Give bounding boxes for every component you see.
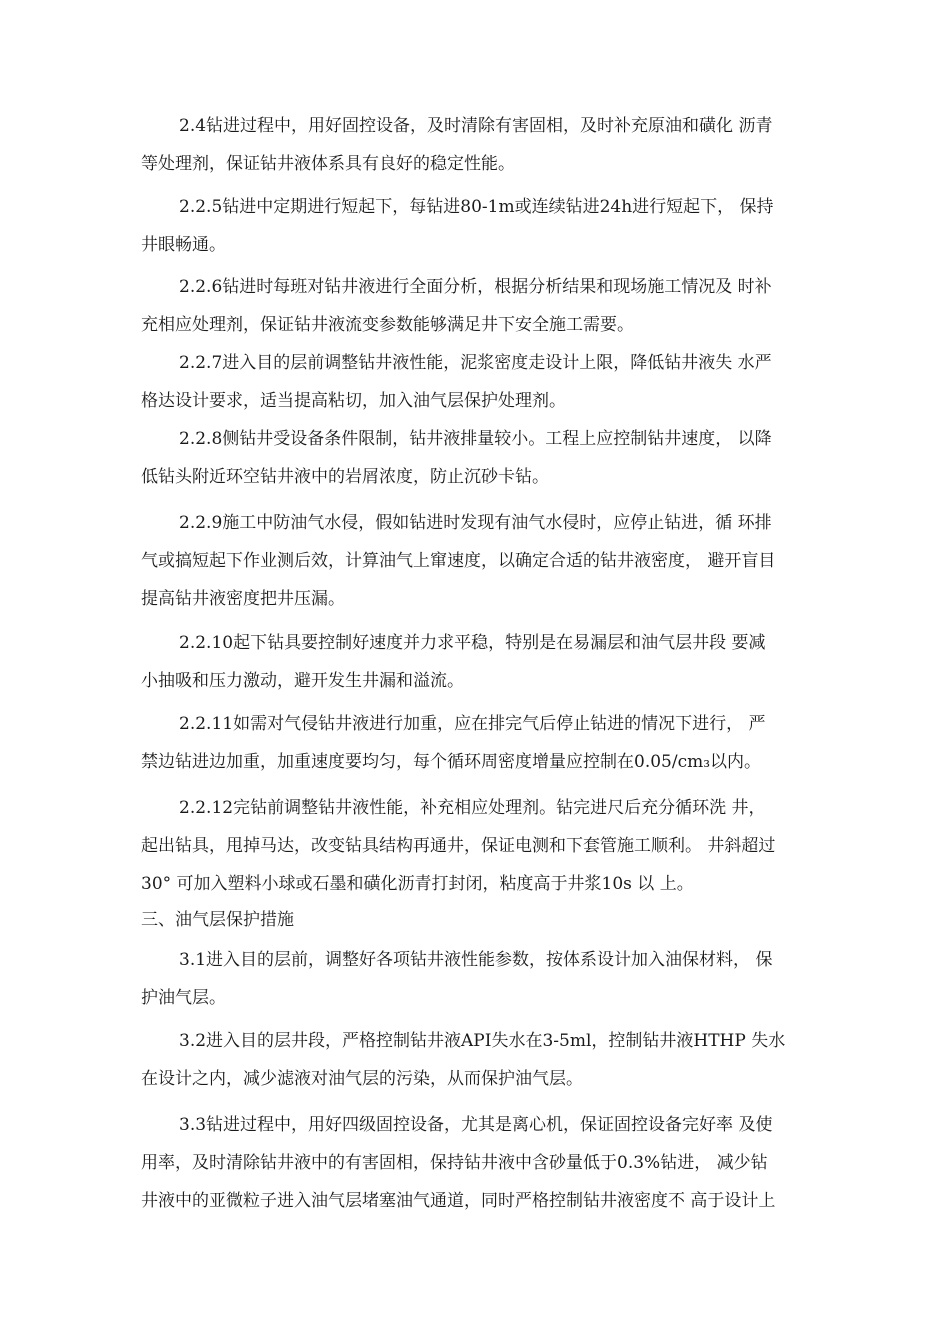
paragraph-line: 3.1进入目的层前，调整好各项钻井液性能参数，按体系设计加入油保材料， 保 (179, 950, 773, 970)
paragraph-line: 井眼畅通。 (141, 235, 226, 255)
paragraph-line: 3.3钻进过程中，用好四级固控设备，尤其是离心机，保证固控设备完好率 及使 (179, 1115, 773, 1135)
paragraph-line: 井液中的亚微粒子进入油气层堵塞油气通道，同时严格控制钻井液密度不 高于设计上 (141, 1191, 776, 1211)
paragraph-2-2-9 (141, 504, 821, 618)
paragraph-2-2-5 (141, 188, 821, 264)
paragraph-line: 2.2.8侧钻井受设备条件限制，钻井液排量较小。工程上应控制钻井速度， 以降 (179, 429, 772, 449)
paragraph-line: 低钻头附近环空钻井液中的岩屑浓度，防止沉砂卡钻。 (141, 467, 549, 487)
paragraph-line: 格达设计要求，适当提高粘切，加入油气层保护处理剂。 (141, 391, 566, 411)
paragraph-3-3 (141, 1106, 821, 1220)
paragraph-line: 2.2.9施工中防油气水侵，假如钻进时发现有油气水侵时，应停止钻进，循 环排 (179, 513, 772, 533)
paragraph-line: 等处理剂，保证钻井液体系具有良好的稳定性能。 (141, 154, 515, 174)
paragraph-2-2-6 (141, 268, 821, 344)
paragraph-2-2-7 (141, 344, 821, 420)
paragraph-line: 2.2.11如需对气侵钻井液进行加重，应在排完气后停止钻进的情况下进行， 严 (179, 714, 766, 734)
paragraph-2-2-10 (141, 624, 821, 700)
paragraph-line: 充相应处理剂，保证钻井液流变参数能够满足井下安全施工需要。 (141, 315, 634, 335)
paragraph-3-1 (141, 941, 821, 1017)
paragraph-line: 小抽吸和压力激动，避开发生井漏和溢流。 (141, 671, 464, 691)
paragraph-2-2-8 (141, 420, 821, 496)
section-3-heading (141, 901, 821, 939)
paragraph-line: 禁边钻进边加重，加重速度要均匀，每个循环周密度增量应控制在0.05/cm₃以内。 (141, 752, 762, 772)
paragraph-line: 2.2.10起下钻具要控制好速度并力求平稳，特别是在易漏层和油气层井段 要减 (179, 633, 766, 653)
paragraph-2-2-11 (141, 705, 821, 781)
paragraph-line: 2.2.12完钻前调整钻井液性能，补充相应处理剂。钻完进尺后充分循环洗 井， (179, 798, 766, 818)
paragraph-line: 提高钻井液密度把井压漏。 (141, 589, 345, 609)
paragraph-2-4 (141, 107, 821, 183)
paragraph-line: 2.2.7进入目的层前调整钻井液性能，泥浆密度走设计上限，降低钻井液失 水严 (179, 353, 772, 373)
paragraph-line: 3.2进入目的层井段，严格控制钻井液API失水在3-5ml，控制钻井液HTHP 失水 (179, 1031, 786, 1051)
paragraph-line: 在设计之内，减少滤液对油气层的污染，从而保护油气层。 (141, 1069, 583, 1089)
paragraph-line: 2.2.5钻进中定期进行短起下，每钻进80-1m或连续钻进24h进行短起下， 保持 (179, 197, 774, 217)
paragraph-line: 起出钻具，甩掉马达，改变钻具结构再通井，保证电测和下套管施工顺利。 井斜超过 (141, 836, 776, 856)
paragraph-line: 用率，及时清除钻井液中的有害固相，保持钻井液中含砂量低于0.3%钻进， 减少钻 (141, 1153, 768, 1173)
paragraph-line: 2.4钻进过程中，用好固控设备，及时清除有害固相，及时补充原油和磺化 沥青 (179, 116, 773, 136)
paragraph-line: 30° 可加入塑料小球或石墨和磺化沥青打封闭，粘度高于井浆10s 以 上。 (141, 874, 694, 894)
paragraph-line: 气或搞短起下作业测后效，计算油气上窜速度，以确定合适的钻井液密度， 避开盲目 (141, 551, 776, 571)
paragraph-2-2-12 (141, 789, 821, 903)
paragraph-line: 护油气层。 (141, 988, 226, 1008)
section-heading: 三、油气层保护措施 (141, 910, 294, 930)
paragraph-3-2 (141, 1022, 821, 1098)
paragraph-line: 2.2.6钻进时每班对钻井液进行全面分析，根据分析结果和现场施工情况及 时补 (179, 277, 772, 297)
